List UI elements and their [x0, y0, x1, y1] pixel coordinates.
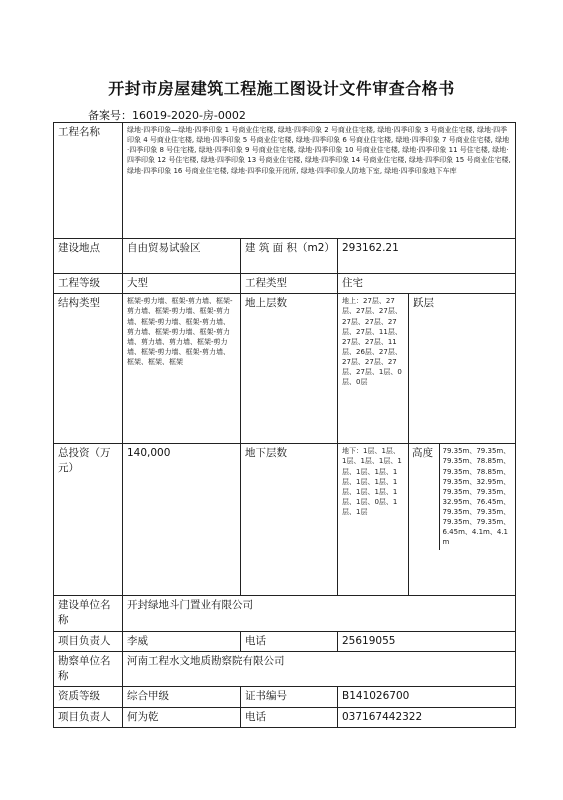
height-subtable [409, 444, 515, 549]
location-value: 自由贸易试验区 [123, 239, 241, 274]
height-value: 79.35m、79.35m、79.35m、78.85m、79.35m、78.85m、79.35m、32.95m、79.35m、79.35m、32.95m、76.45m、79.35m、79.35m、79.35m、79.35m、6.45m、4.1m、4.1m [442, 447, 511, 547]
investment-value: 140,000 [123, 444, 241, 596]
row-project-name [54, 123, 516, 239]
row-builder [54, 596, 516, 631]
row-structure [54, 294, 516, 444]
survey-manager-label: 项目负责人 [54, 707, 123, 727]
cert-value: B141026700 [338, 687, 516, 707]
height-cell [409, 444, 516, 596]
survey-label: 勘察单位名称 [54, 651, 123, 686]
height-label: 高度 [409, 444, 439, 549]
builder-value: 开封绿地斗门置业有限公司 [123, 596, 516, 631]
project-name-value: 绿地·四季印象—绿地·四季印象 1 号商业住宅楼, 绿地·四季印象 2 号商业住宅楼, 绿地·四季印象 3 号商业住宅楼, 绿地·四季印象 4 号商业住宅楼, 绿地·四季印象 5 号商业住宅楼, 绿地·四季印象 6 号商业住宅楼, 绿地·四季印象 7 号商业住宅楼, 绿地·四季印象 8 号住宅楼, 绿地·四季印象 9 号商业住宅楼, 绿地·四季印象 10 号商业住宅楼, 绿地·四季印象 11 号住宅楼, 绿地·四季印象 12 号住宅楼, 绿地·四季印象 13 号商业住宅楼, 绿地·四季印象 14 号商业住宅楼, 绿地·四季印象 15 号商业住宅楼, 绿地·四季印象 16 号商业住宅楼, 绿地·四季印象开闭所, 绿地·四季印象人防地下室, 绿地·四季印象地下车库 [123, 123, 516, 239]
investment-label: 总投资（万元） [54, 444, 123, 596]
row-investment [54, 444, 516, 596]
area-value: 293162.21 [338, 239, 516, 274]
above-value: 地上：27层、27层、27层、27层、27层、27层、27层、27层、11层、27层、27层、11层、26层、27层、27层、27层、27层、27层、1层、0层、0层 [338, 294, 409, 444]
structure-value: 框架-剪力墙、框架-剪力墙、框架-剪力墙、框架-剪力墙、框架-剪力墙、框架-剪力墙、框架-剪力墙、剪力墙、框架-剪力墙、框架-剪力墙、剪力墙、剪力墙、框架-剪力墙、框架-剪力墙、框架-剪力墙、框架、框架、框架 [123, 294, 241, 444]
type-value: 住宅 [338, 274, 516, 294]
builder-phone-value: 25619055 [338, 631, 516, 651]
project-name-label: 工程名称 [54, 123, 123, 239]
row-survey [54, 651, 516, 686]
record-number [88, 107, 246, 123]
record-value: 16019-2020-房-0002 [132, 109, 246, 122]
survey-value: 河南工程水文地质勘察院有限公司 [123, 651, 516, 686]
location-label: 建设地点 [54, 239, 123, 274]
builder-manager-label: 项目负责人 [54, 631, 123, 651]
survey-phone-label: 电话 [241, 707, 338, 727]
grade-label: 工程等级 [54, 274, 123, 294]
grade-value: 大型 [123, 274, 241, 294]
builder-label: 建设单位名称 [54, 596, 123, 631]
builder-phone-label: 电话 [241, 631, 338, 651]
above-label: 地上层数 [241, 294, 338, 444]
survey-manager-value: 何为乾 [123, 707, 241, 727]
approval-table [53, 122, 516, 728]
duplex-label: 跃层 [409, 294, 516, 444]
qualification-label: 资质等级 [54, 687, 123, 707]
row-survey-manager [54, 707, 516, 727]
row-builder-manager [54, 631, 516, 651]
builder-manager-value: 李威 [123, 631, 241, 651]
below-label: 地下层数 [241, 444, 338, 596]
structure-label: 结构类型 [54, 294, 123, 444]
document-title: 开封市房屋建筑工程施工图设计文件审查合格书 [108, 79, 455, 98]
row-location [54, 239, 516, 274]
record-label: 备案号： [88, 109, 132, 122]
qualification-value: 综合甲级 [123, 687, 241, 707]
row-qualification [54, 687, 516, 707]
survey-phone-value: 037167442322 [338, 707, 516, 727]
row-grade [54, 274, 516, 294]
area-label: 建 筑 面 积（m2） [241, 239, 338, 274]
cert-label: 证书编号 [241, 687, 338, 707]
type-label: 工程类型 [241, 274, 338, 294]
below-value: 地下：1层、1层、1层、1层、1层、1层、1层、1层、1层、1层、1层、1层、1层、1层、1层、1层、0层、1层、1层 [338, 444, 409, 596]
